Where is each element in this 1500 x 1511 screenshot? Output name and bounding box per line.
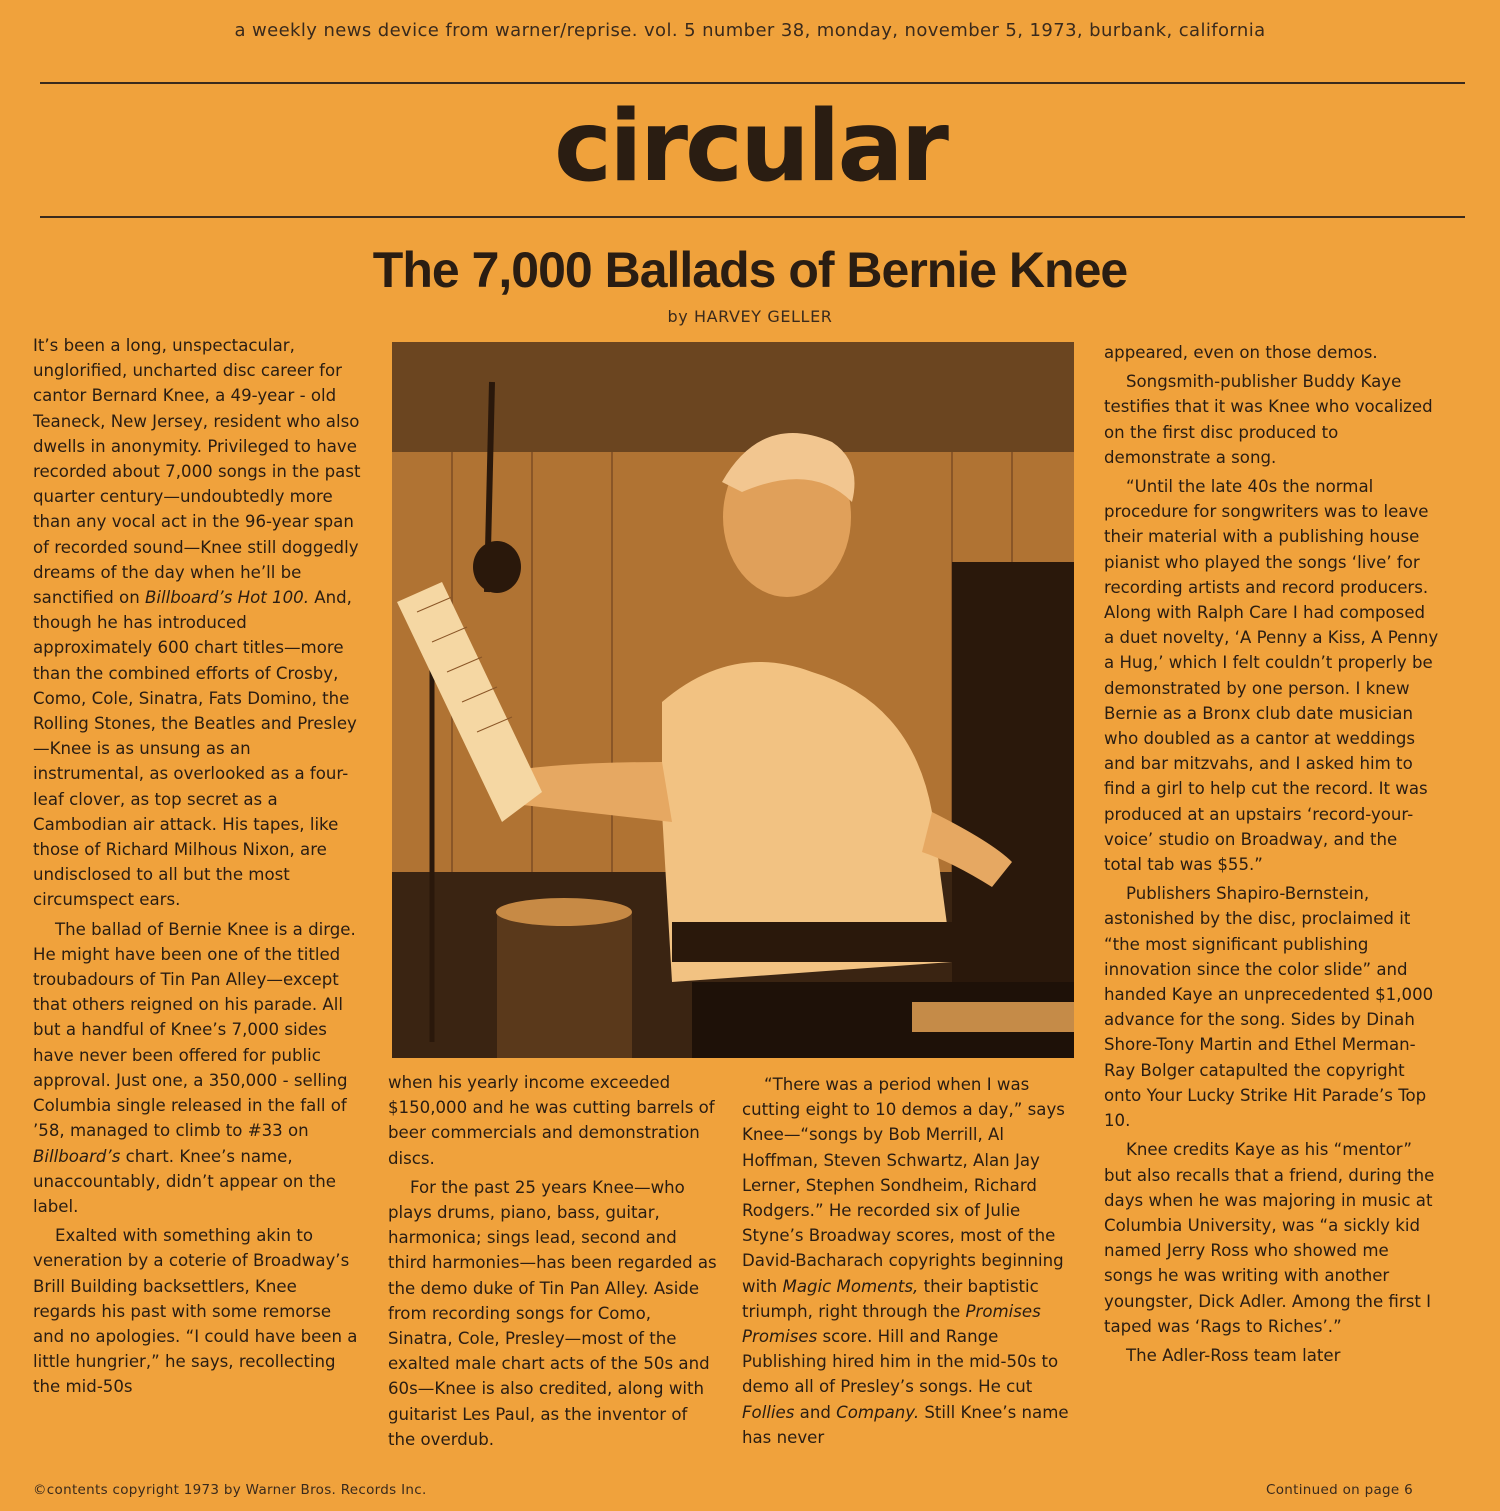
continued-notice: Continued on page 6 — [1266, 1482, 1413, 1498]
italic-title: Magic Moments, — [782, 1276, 919, 1296]
article-headline: The 7,000 Ballads of Bernie Knee — [372, 242, 1128, 298]
article-column-4 — [1104, 340, 1440, 1368]
paragraph — [742, 1072, 1072, 1450]
italic-title: Billboard’s — [33, 1146, 121, 1166]
publication-logo: circular — [554, 90, 946, 204]
paragraph: Exalted with something akin to veneration by a coterie of Broadway’s Brill Building backsettlers, Knee regards his past with some remorse and no apologies. “I could have been a little hungrier,” he says, recollecting the mid-50s — [33, 1226, 358, 1397]
copyright-notice: ©contents copyright 1973 by Warner Bros. Records Inc. — [33, 1482, 427, 1498]
text-run: their baptistic triumph, right through the — [742, 1276, 1039, 1321]
paragraph: appeared, even on those demos. — [1104, 343, 1378, 362]
article-byline: by HARVEY GELLER — [667, 307, 833, 326]
text-run: Still Knee’s name has never — [742, 1402, 1069, 1447]
text-run: “There was a period when I was cutting eight to 10 demos a day,” says Knee—“songs by Bob Merrill, Al Hoffman, Steven Schwartz, Alan Jay Lerner, Stephen Sondheim, Richard Rodgers.” He recorded six of Julie Styne’s Broadway scores, most of the David-Bacharach copyrights beginning with — [742, 1075, 1065, 1296]
top-rule — [40, 82, 1465, 84]
italic-title: Company. — [836, 1402, 920, 1422]
paragraph: For the past 25 years Knee—who plays drums, piano, bass, guitar, harmonica; sings lead, second and third harmonies—has been regarded as the demo duke of Tin Pan Alley. Aside from recording songs for Como, Sinatra, Cole, Presley—most of the exalted male chart acts of the 50s and 60s—Knee is also credited, along with guitarist Les Paul, as the inventor of the overdub. — [388, 1177, 717, 1449]
paragraph: Knee credits Kaye as his “mentor” but also recalls that a friend, during the days when he was majoring in music at Columbia University, was “a sickly kid named Jerry Ross who showed me songs he was writing with another youngster, Dick Adler. Among the first I taped was ‘Rags to Riches’.” — [1104, 1140, 1435, 1336]
text-run: chart. Knee’s name, unaccountably, didn’t appear on the label. — [33, 1146, 336, 1216]
text-run: The ballad of Bernie Knee is a dirge. He might have been one of the titled troubadours of Tin Pan Alley—except that others reigned on his parade. All but a handful of Knee’s 7,000 sides have never been offered for public approval. Just one, a 350,000 - selling Columbia single released in the fall of ’58, managed to climb to #33 on — [33, 919, 356, 1141]
text-run: And, though he has introduced approximately 600 chart titles—more than the combined efforts of Crosby, Como, Cole, Sinatra, Fats Domino, the Rolling Stones, the Beatles and Presley—Knee is as unsung as an instrumental, as overlooked as a four-leaf clover, as top secret as a Cambodian air attack. His tapes, like those of Richard Milhous Nixon, are undisclosed to all but the most circumspect ears. — [33, 588, 357, 910]
italic-title: Promises Promises — [742, 1301, 1041, 1347]
italic-title: Follies — [742, 1402, 795, 1422]
text-run: score. Hill and Range Publishing hired him in the mid-50s to demo all of Presley’s songs. He cut — [742, 1327, 1059, 1397]
paragraph: Songsmith-publisher Buddy Kaye testifies that it was Knee who vocalized on the first disc produced to demonstrate a song. — [1104, 372, 1433, 467]
masthead-dateline: a weekly news device from warner/reprise. vol. 5 number 38, monday, november 5, 1973, burbank, california — [234, 20, 1266, 41]
paragraph: The Adler-Ross team later — [1126, 1345, 1341, 1365]
paragraph: Publishers Shapiro-Bernstein, astonished by the disc, proclaimed it “the most significant publishing innovation since the color slide” and handed Kaye an unprecedented $1,000 advance for the song. Sides by Dinah Shore-Tony Martin and Ethel Merman-Ray Bolger catapulted the copyright onto Your Lucky Strike Hit Parade’s Top 10. — [1104, 884, 1434, 1131]
paragraph — [33, 333, 363, 913]
article-column-2 — [388, 1070, 718, 1452]
text-run: and — [794, 1402, 831, 1422]
paragraph: when his yearly income exceeded $150,000 and he was cutting barrels of beer commercials and demonstration discs. — [388, 1073, 715, 1168]
article-column-1 — [33, 333, 363, 1400]
paragraph — [33, 917, 363, 1219]
article-photo — [392, 342, 1074, 1058]
italic-title: Billboard’s Hot 100. — [145, 588, 309, 608]
paragraph: “Until the late 40s the normal procedure for songwriters was to leave their material with a publishing house pianist who played the songs ‘live’ for recording artists and record producers. Along with Ralph Care I had composed a duet novelty, ‘A Penny a Kiss, A Penny a Hug,’ which I felt couldn’t properly be demonstrated by one person. I knew Bernie as a Bronx club date musician who doubled as a cantor at weddings and bar mitzvahs, and I asked him to find a girl to help cut the record. It was produced at an upstairs ‘record-your-voice’ studio on Broadway, and the total tab was $55.” — [1104, 477, 1439, 875]
text-run: It’s been a long, unspectacular, unglorified, uncharted disc career for cantor Bernard Knee, a 49-year - old Teaneck, New Jersey, resident who also dwells in anonymity. Privileged to have recorded about 7,000 songs in the past quarter century—undoubtedly more than any vocal act in the 96-year span of recorded sound—Knee still doggedly dreams of the day when he’ll be sanctified on — [33, 336, 361, 608]
logo-rule — [40, 216, 1465, 218]
article-column-3 — [742, 1072, 1072, 1450]
